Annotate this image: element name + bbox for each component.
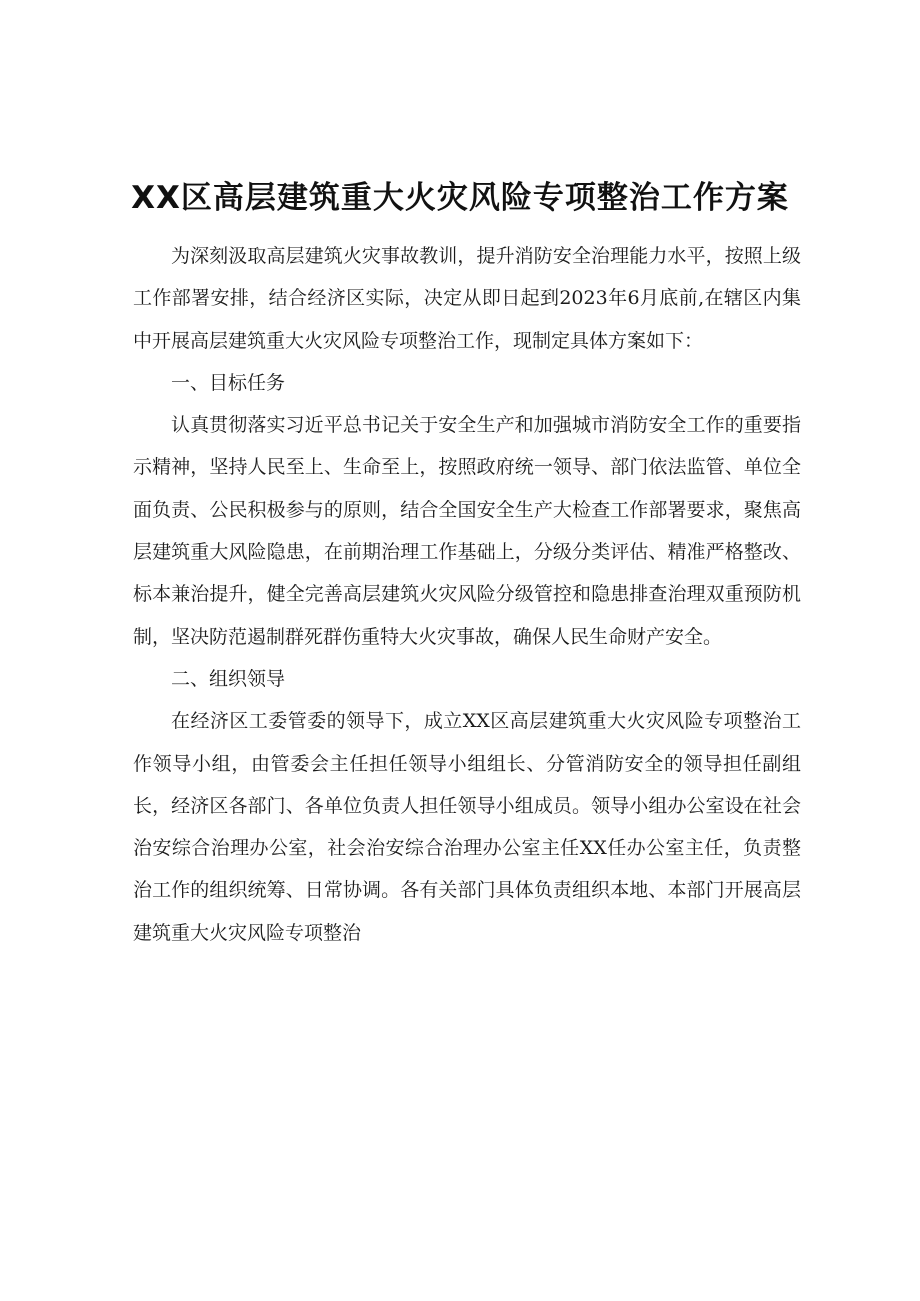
section-heading-organization: 二、组织领导 — [171, 667, 286, 690]
intro-paragraph: 为深刻汲取高层建筑火灾事故教训，提升消防安全治理能力水平，按照上级工作部署安排，结合经济区实际，决定从即日起到2023年6月底前,在辖区内集中开展高层建筑重大火灾风险专项整治工作，现制定具体方案如下： — [133, 245, 801, 352]
goals-paragraph: 认真贯彻落实习近平总书记关于安全生产和加强城市消防安全工作的重要指示精神，坚持人民至上、生命至上，按照政府统一领导、部门依法监管、单位全面负责、公民积极参与的原则，结合全国安全生产大检查工作部署要求，聚焦高层建筑重大风险隐患，在前期治理工作基础上，分级分类评估、精准严格整改、标本兼治提升，健全完善高层建筑火灾风险分级管控和隐患排查治理双重预防机制，坚决防范遏制群死群伤重特大火灾事故，确保人民生命财产安全。 — [133, 414, 801, 648]
organization-paragraph: 在经济区工委管委的领导下，成立XX区高层建筑重大火灾风险专项整治工作领导小组，由管委会主任担任领导小组组长、分管消防安全的领导担任副组长，经济区各部门、各单位负责人担任领导小组成员。领导小组办公室设在社会治安综合治理办公室，社会治安综合治理办公室主任XX任办公室主任，负责整治工作的组织统筹、日常协调。各有关部门具体负责组织本地、本部门开展高层建筑重大火灾风险专项整治 — [133, 710, 801, 944]
document-body — [133, 235, 801, 954]
document-title: XX区高层建筑重大火灾风险专项整治工作方案 — [131, 180, 789, 216]
section-heading-goals: 一、目标任务 — [171, 371, 286, 394]
